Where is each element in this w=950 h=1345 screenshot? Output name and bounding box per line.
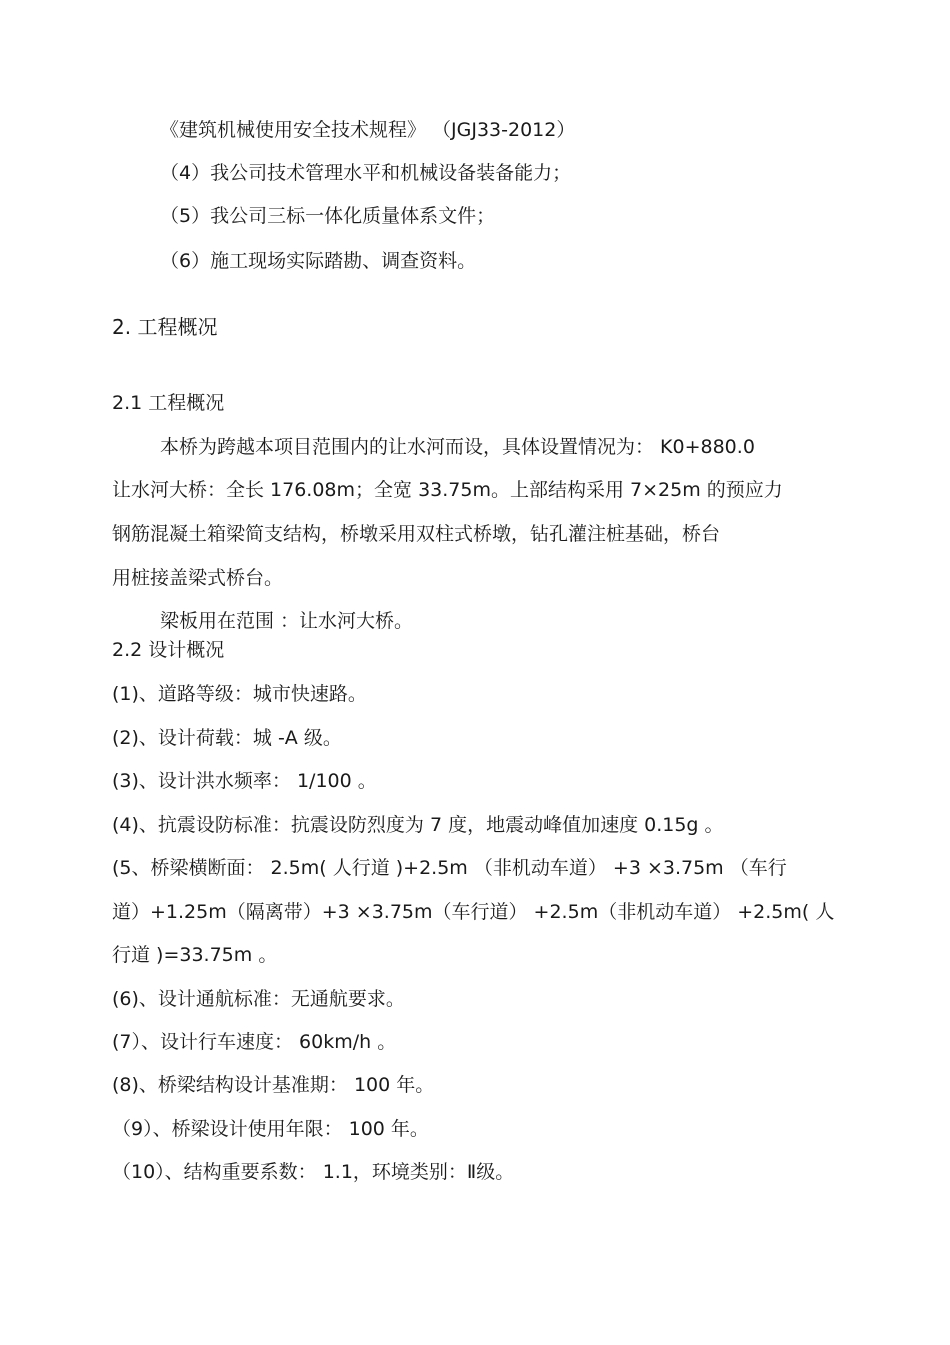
basis-item-6: （6）施工现场实际踏勘、调查资料。 [160,250,477,272]
overview-paragraph-line-4: 用桩接盖梁式桥台。 [112,567,284,589]
basis-item-4: （4）我公司技术管理水平和机械设备装备能力； [160,162,572,184]
overview-paragraph-line-3: 钢筋混凝土箱梁简支结构，桥墩采用双柱式桥墩，钻孔灌注桩基础，桥台 [112,523,721,545]
overview-paragraph-line-1: 本桥为跨越本项目范围内的让水河而设，具体设置情况为： K0+880.0 [160,436,755,458]
section-2-heading: 2. 工程概况 [112,315,218,339]
design-item: (2)、设计荷载：城 -A 级。 [112,727,342,749]
design-item: （10）、结构重要系数： 1.1，环境类别：Ⅱ级。 [112,1161,515,1183]
design-item: (5、桥梁横断面： 2.5m( 人行道 )+2.5m （非机动车道） +3 ×3.75m （车行 [112,857,787,879]
basis-item-5: （5）我公司三标一体化质量体系文件； [160,205,496,227]
design-item: (8)、桥梁结构设计基准期： 100 年。 [112,1074,435,1096]
section-2-1-heading: 2.1 工程概况 [112,392,225,414]
design-item: (1)、道路等级：城市快速路。 [112,683,367,705]
design-item: (4)、抗震设防标准：抗震设防烈度为 7 度，地震动峰值加速度 0.15g 。 [112,814,724,836]
design-item: 行道 )=33.75m 。 [112,944,278,966]
design-item: （9）、桥梁设计使用年限： 100 年。 [112,1118,429,1140]
section-2-2-heading: 2.2 设计概况 [112,639,225,661]
design-item: (6)、设计通航标准：无通航要求。 [112,988,405,1010]
basis-item-3-tail: 《建筑机械使用安全技术规程》 （JGJ33-2012） [160,119,576,141]
design-item: (3)、设计洪水频率： 1/100 。 [112,770,377,792]
design-item: (7）、设计行车速度： 60km/h 。 [112,1031,397,1053]
design-item: 道）+1.25m（隔离带）+3 ×3.75m（车行道） +2.5m（非机动车道） +2.5m( 人 [112,901,835,923]
overview-paragraph-line-2: 让水河大桥：全长 176.08m；全宽 33.75m。上部结构采用 7×25m 的预应力 [112,479,783,501]
scope-line: 梁板用在范围 ：让水河大桥。 [160,610,414,632]
